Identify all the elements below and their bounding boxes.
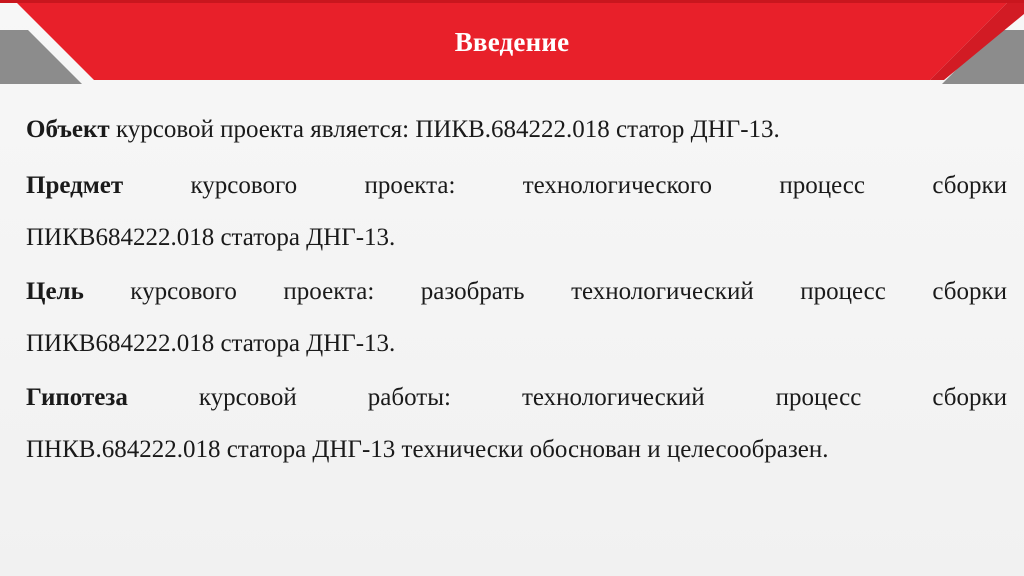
paragraph-hypothesis <box>26 372 1007 476</box>
slide-title: Введение <box>454 27 570 57</box>
paragraph-hypothesis-text1: курсовой работы: технологический процесс сборки <box>127 384 1007 411</box>
paragraph-goal <box>26 266 1007 370</box>
paragraph-subject-line2: ПИКВ684222.018 статора ДНГ-13. <box>26 224 396 251</box>
keyword-subject: Предмет <box>26 172 124 199</box>
paragraph-object-text: курсовой проекта является: ПИКВ.684222.018 статор ДНГ-13. <box>109 116 780 143</box>
paragraph-subject-text1: курсового проекта: технологического процесс сборки <box>123 172 1007 199</box>
paragraph-goal-text1: курсового проекта: разобрать технологический процесс сборки <box>83 278 1007 305</box>
keyword-goal: Цель <box>26 278 84 305</box>
paragraph-object <box>26 104 1007 156</box>
keyword-hypothesis: Гипотеза <box>26 384 128 411</box>
paragraph-subject <box>26 160 1007 264</box>
slide-content <box>26 104 1007 476</box>
paragraph-goal-line1 <box>26 266 1007 318</box>
keyword-object: Объект <box>26 116 110 143</box>
paragraph-hypothesis-line2: ПНКВ.684222.018 статора ДНГ-13 технически обоснован и целесообразен. <box>26 436 829 463</box>
paragraph-hypothesis-line1 <box>26 372 1007 424</box>
paragraph-subject-line1 <box>26 160 1007 212</box>
paragraph-goal-line2: ПИКВ684222.018 статора ДНГ-13. <box>26 330 396 357</box>
top-accent <box>0 0 1024 3</box>
